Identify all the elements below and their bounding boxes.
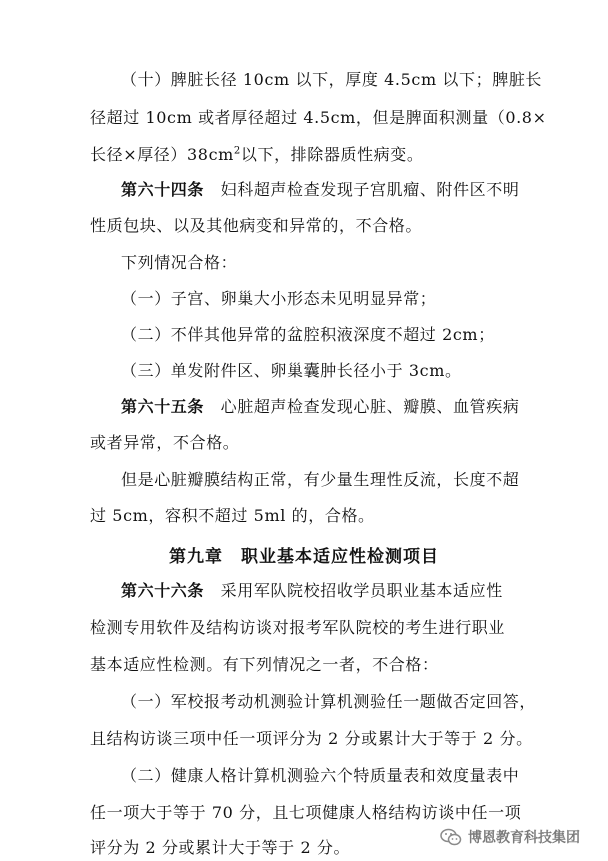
list-item: （一）子宫、卵巢大小形态未见明显异常；: [121, 289, 437, 308]
paragraph-line: 检测专用软件及结构访谈对报考军队院校的考生进行职业: [90, 618, 506, 637]
paragraph-line: 性质包块、以及其他病变和异常的，不合格。: [90, 216, 423, 235]
paragraph-line: 且结构访谈三项中任一项评分为 2 分或累计大于等于 2 分。: [90, 729, 533, 748]
text-run: 心脏超声检查发现心脏、瓣膜、血管疾病: [204, 397, 520, 416]
article-number: 第六十六条: [121, 581, 205, 600]
paragraph-line: [90, 145, 520, 165]
list-item: （一）军校报考动机测验计算机测验任一题做否定回答，: [121, 692, 537, 711]
paragraph-line: 评分为 2 分或累计大于等于 2 分。: [90, 838, 351, 857]
article-number: 第六十四条: [121, 180, 205, 199]
superscript: 2: [233, 145, 241, 157]
list-item: （二）健康人格计算机测验六个特质量表和效度量表中: [121, 766, 520, 785]
watermark-text: 博恩教育科技集团: [468, 830, 580, 846]
paragraph-line: 下列情况合格：: [121, 253, 238, 272]
article-65-line: [121, 397, 521, 417]
text-run: 采用军队院校招收学员职业基本适应性: [204, 581, 503, 600]
text-run: 妇科超声检查发现子宫肌瘤、附件区不明: [204, 180, 520, 199]
article-64-line: [121, 180, 521, 200]
paragraph-line: 过 5cm，容积不超过 5ml 的，合格。: [90, 506, 375, 525]
article-66-line: [121, 581, 521, 601]
paragraph-line: （十）脾脏长径 10cm 以下，厚度 4.5cm 以下；脾脏长: [121, 70, 543, 89]
watermark: [440, 827, 580, 847]
wechat-icon: [440, 828, 462, 846]
paragraph-line: 或者异常，不合格。: [90, 433, 240, 452]
text-run: 以下，排除器质性病变。: [240, 145, 424, 164]
chapter-heading: 第九章 职业基本适应性检测项目: [169, 547, 439, 567]
list-item: （三）单发附件区、卵巢囊肿长径小于 3cm。: [121, 361, 462, 380]
paragraph-line: 基本适应性检测。有下列情况之一者，不合格：: [90, 655, 439, 674]
text-run: 长径×厚径）38cm: [90, 145, 234, 164]
paragraph-line: 但是心脏瓣膜结构正常，有少量生理性反流，长度不超: [121, 470, 520, 489]
paragraph-line: 任一项大于等于 70 分，且七项健康人格结构访谈中任一项: [90, 803, 522, 822]
article-number: 第六十五条: [121, 397, 205, 416]
paragraph-line: 径超过 10cm 或者厚径超过 4.5cm，但是脾面积测量（0.8×: [90, 108, 547, 127]
list-item: （二）不伴其他异常的盆腔积液深度不超过 2cm；: [121, 325, 495, 344]
